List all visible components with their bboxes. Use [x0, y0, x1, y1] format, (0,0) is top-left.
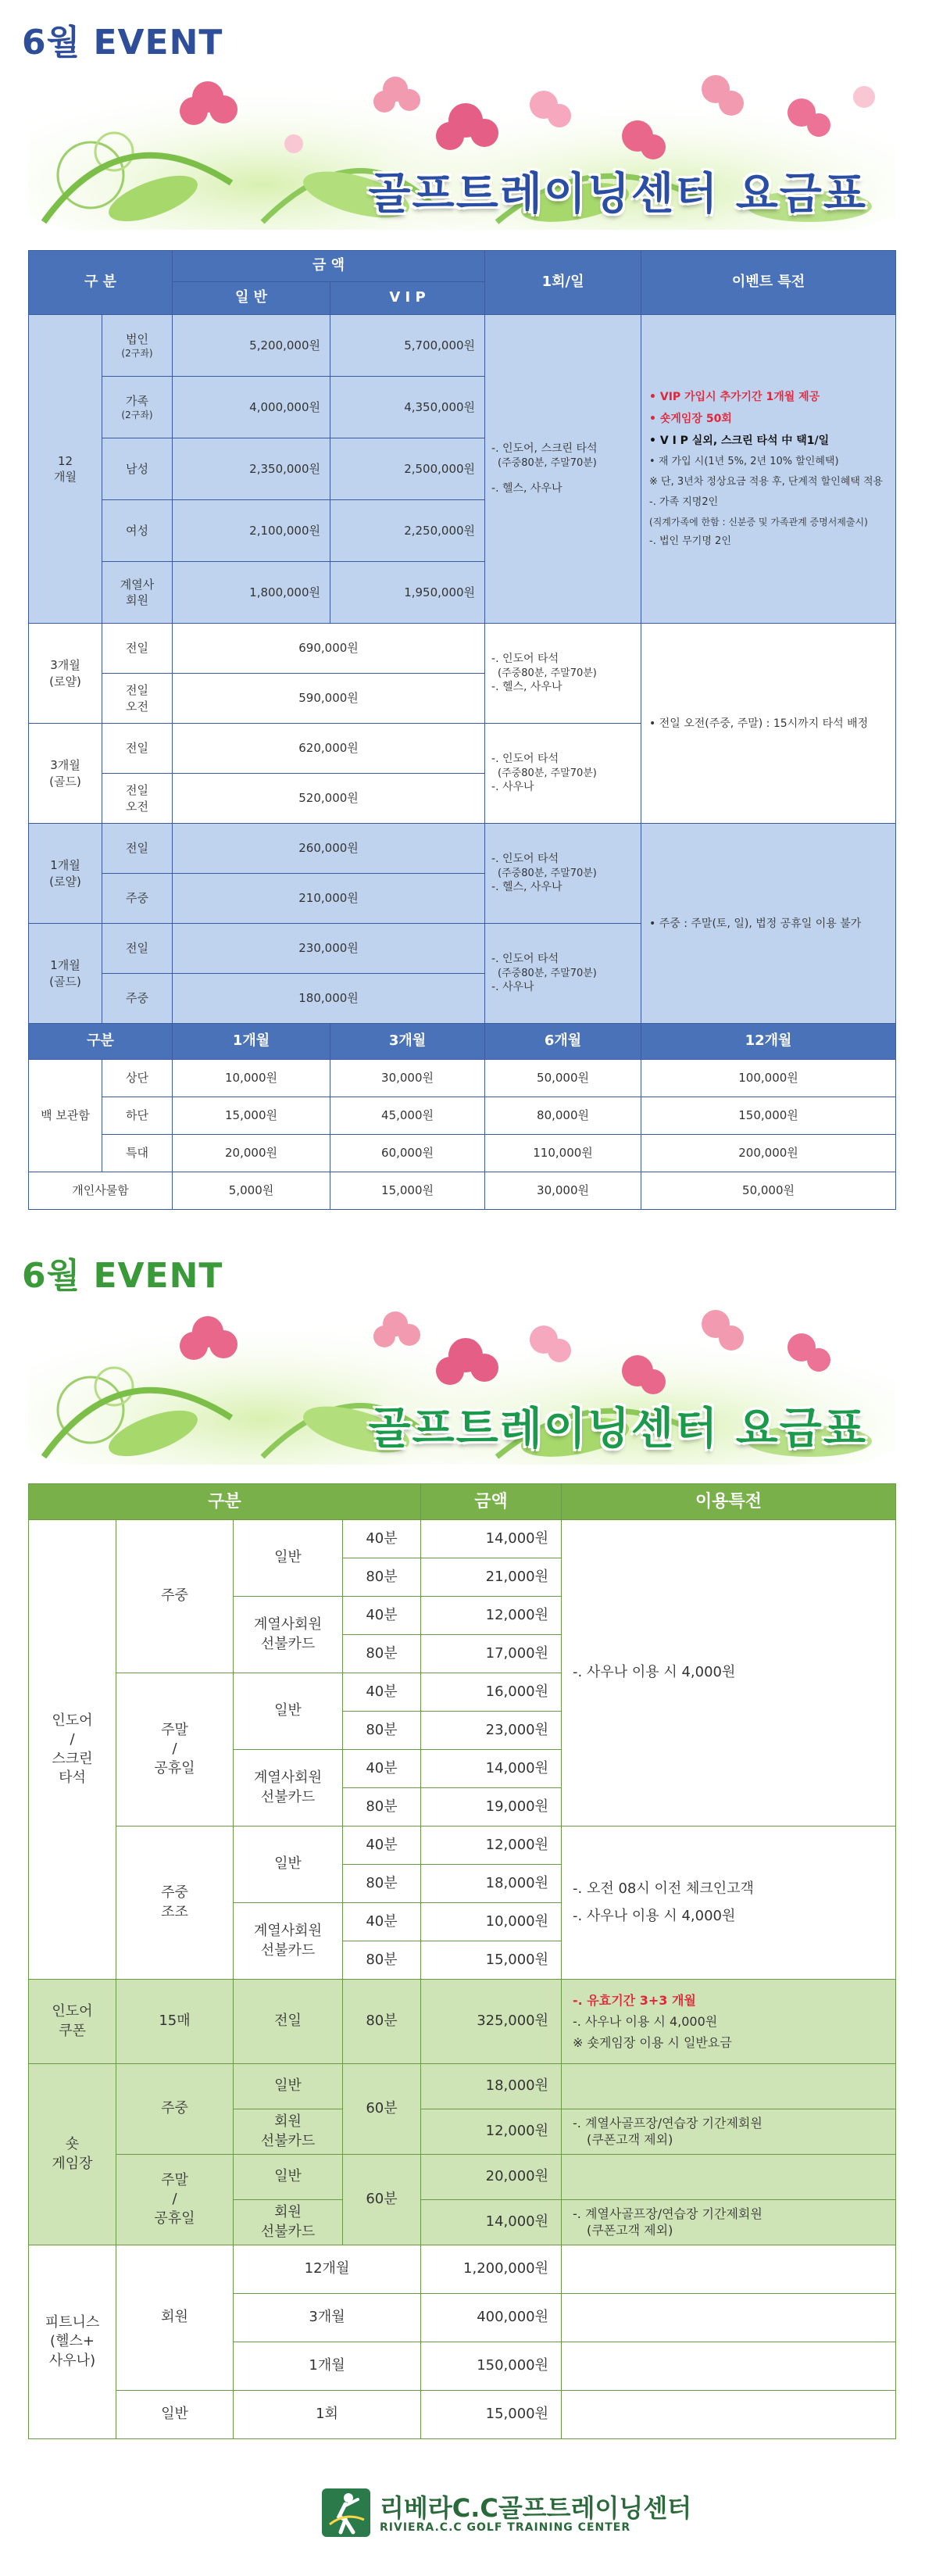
- price: 30,000원: [330, 1060, 485, 1097]
- minutes: 80분: [343, 1941, 421, 1980]
- card-label: 계열사회원 선불카드: [234, 1903, 343, 1980]
- general-label: 일반: [234, 2064, 343, 2109]
- empty-cell: [562, 2155, 896, 2200]
- member-type: 계열사 회원: [102, 562, 173, 624]
- empty-cell: [562, 2245, 896, 2294]
- empty-cell: [562, 2391, 896, 2439]
- price: 590,000원: [173, 674, 485, 724]
- banner-title: 골프트레이닝센터 요금표: [368, 169, 867, 220]
- minutes: 80분: [343, 1788, 421, 1826]
- benefit-early: -. 오전 08시 이전 체크인고객 -. 사우나 이용 시 4,000원: [562, 1826, 896, 1980]
- card-label: 회원 선불카드: [234, 2200, 343, 2245]
- storage-header-12m: 12개월: [641, 1024, 896, 1060]
- price: 15,000원: [421, 2391, 562, 2439]
- price: 23,000원: [421, 1712, 562, 1750]
- price: 20,000원: [173, 1135, 330, 1172]
- price: 520,000원: [173, 774, 485, 824]
- usage-type: 전일 오전: [102, 674, 173, 724]
- price: 15,000원: [330, 1172, 485, 1210]
- price: 5,000원: [173, 1172, 330, 1210]
- storage-header-3m: 3개월: [330, 1024, 485, 1060]
- empty-cell: [562, 2064, 896, 2109]
- price: 14,000원: [421, 1520, 562, 1558]
- minutes: 40분: [343, 1826, 421, 1865]
- benefit-sauna: -. 사우나 이용 시 4,000원: [562, 1520, 896, 1826]
- price: 100,000원: [641, 1060, 896, 1097]
- footer-logo: [322, 2488, 692, 2543]
- price: 12,000원: [421, 1826, 562, 1865]
- banner-flowers-2: [28, 1301, 895, 1465]
- period-3m-royal: 3개월 (로얄): [29, 624, 102, 724]
- member-type: 법인 (2구좌): [102, 315, 173, 377]
- minutes: 40분: [343, 1750, 421, 1788]
- minutes: 40분: [343, 1903, 421, 1941]
- fitness-label: 피트니스 (헬스+ 사우나): [29, 2245, 116, 2439]
- price: 325,000원: [421, 1980, 562, 2064]
- header-gubun: 구 분: [29, 251, 173, 315]
- minutes: 80분: [343, 1980, 421, 2064]
- price: 12,000원: [421, 1597, 562, 1635]
- center-name-en: RIVIERA.C.C GOLF TRAINING CENTER: [380, 2521, 631, 2534]
- price: 620,000원: [173, 724, 485, 774]
- price: 80,000원: [485, 1097, 641, 1135]
- usage-type: 전일 오전: [102, 774, 173, 824]
- golfer-logo-icon: [322, 2488, 370, 2537]
- general-label: 일반: [234, 2155, 343, 2200]
- price: 16,000원: [421, 1673, 562, 1712]
- indoor-label: 인도어 / 스크린 타석: [29, 1520, 116, 1980]
- daily-usage: -. 인도어 타석 (주중80분, 주말70분) -. 헬스, 사우나: [485, 824, 641, 924]
- bag-position: 특대: [102, 1135, 173, 1172]
- short-game-label: 숏 게임장: [29, 2064, 116, 2245]
- usage-type: 전일: [102, 924, 173, 974]
- card-label: 회원 선불카드: [234, 2109, 343, 2155]
- daily-usage: -. 인도어 타석 (주중80분, 주말70분) -. 사우나: [485, 924, 641, 1024]
- period-3m-gold: 3개월 (골드): [29, 724, 102, 824]
- event-benefit-3m: • 전일 오전(주중, 주말) : 15시까지 타석 배정: [641, 624, 896, 824]
- usage-type: 주중: [102, 874, 173, 924]
- price-general: 2,350,000원: [173, 438, 330, 500]
- period-1m-gold: 1개월 (골드): [29, 924, 102, 1024]
- price: 10,000원: [421, 1903, 562, 1941]
- period: 12개월: [234, 2245, 421, 2294]
- price-vip: 1,950,000원: [330, 562, 485, 624]
- header-amount: 금액: [421, 1484, 562, 1520]
- price-vip: 2,500,000원: [330, 438, 485, 500]
- header-daily: 1회/일: [485, 251, 641, 315]
- price: 210,000원: [173, 874, 485, 924]
- header-benefit: 이용특전: [562, 1484, 896, 1520]
- header-benefit: 이벤트 특전: [641, 251, 896, 315]
- minutes: 60분: [343, 2064, 421, 2155]
- price: 19,000원: [421, 1788, 562, 1826]
- header-gubun: 구분: [29, 1484, 421, 1520]
- price: 14,000원: [421, 2200, 562, 2245]
- daily-usage: -. 인도어 타석 (주중80분, 주말70분) -. 헬스, 사우나: [485, 624, 641, 724]
- price: 60,000원: [330, 1135, 485, 1172]
- price: 110,000원: [485, 1135, 641, 1172]
- price: 400,000원: [421, 2294, 562, 2342]
- event-benefits: • VIP 가입시 추가기간 1개월 제공 • 숏게임장 50회 • V I P 실외, 스크린 타석 中 택1/일 • 재 가입 시(1년 5%, 2년 10% 할인혜택) ※ 단, 3년차 정상요금 적용 후, 단계적 할인혜택 적용 -. 가족 지명2인 (직계가족에 한함 : 신분증 및 가족관계 증명서제출시) -. 법인 무기명 2인: [641, 315, 896, 624]
- member-label: 회원: [116, 2245, 234, 2391]
- price-general: 4,000,000원: [173, 377, 330, 438]
- event-benefit-1m: • 주중 : 주말(토, 일), 법정 공휴일 이용 불가: [641, 824, 896, 1024]
- period-1m-royal: 1개월 (로얄): [29, 824, 102, 924]
- bag-storage-label: 백 보관함: [29, 1060, 102, 1172]
- card-label: 계열사회원 선불카드: [234, 1597, 343, 1673]
- minutes: 80분: [343, 1865, 421, 1903]
- storage-header-6m: 6개월: [485, 1024, 641, 1060]
- coupon-count: 15매: [116, 1980, 234, 2064]
- price: 18,000원: [421, 1865, 562, 1903]
- general-label: 일반: [116, 2391, 234, 2439]
- header-amount: 금 액: [173, 251, 485, 282]
- card-label: 계열사회원 선불카드: [234, 1750, 343, 1826]
- price-vip: 5,700,000원: [330, 315, 485, 377]
- short-benefit: -. 계열사골프장/연습장 기간제회원 (쿠폰고객 제외): [562, 2200, 896, 2245]
- weekday-label: 주중: [116, 2064, 234, 2155]
- coupon-benefit: -. 유효기간 3+3 개월 -. 사우나 이용 시 4,000원 ※ 숏게임장 이용 시 일반요금: [562, 1980, 896, 2064]
- bag-position: 하단: [102, 1097, 173, 1135]
- member-type: 남성: [102, 438, 173, 500]
- price: 45,000원: [330, 1097, 485, 1135]
- usage-type: 주중: [102, 974, 173, 1024]
- empty-cell: [562, 2294, 896, 2342]
- price: 10,000원: [173, 1060, 330, 1097]
- header-vip: V I P: [330, 282, 485, 315]
- price: 15,000원: [173, 1097, 330, 1135]
- coupon-day: 전일: [234, 1980, 343, 2064]
- price-general: 5,200,000원: [173, 315, 330, 377]
- weekend-label: 주말 / 공휴일: [116, 1673, 234, 1826]
- usage-type: 전일: [102, 724, 173, 774]
- price: 150,000원: [421, 2342, 562, 2391]
- price: 30,000원: [485, 1172, 641, 1210]
- section1-title: 6월 EVENT: [22, 23, 223, 63]
- period: 1개월: [234, 2342, 421, 2391]
- minutes: 40분: [343, 1673, 421, 1712]
- price-general: 2,100,000원: [173, 500, 330, 562]
- period: 3개월: [234, 2294, 421, 2342]
- price: 21,000원: [421, 1558, 562, 1597]
- general-label: 일반: [234, 1520, 343, 1597]
- daily-usage: -. 인도어 타석 (주중80분, 주말70분) -. 사우나: [485, 724, 641, 824]
- price-general: 1,800,000원: [173, 562, 330, 624]
- storage-header-1m: 1개월: [173, 1024, 330, 1060]
- section2-title: 6월 EVENT: [22, 1256, 223, 1296]
- price: 230,000원: [173, 924, 485, 974]
- price: 14,000원: [421, 1750, 562, 1788]
- daily-usage: -. 인도어, 스크린 타석 (주중80분, 주말70분) -. 헬스, 사우나: [485, 315, 641, 624]
- general-label: 일반: [234, 1826, 343, 1903]
- price-vip: 2,250,000원: [330, 500, 485, 562]
- header-general: 일 반: [173, 282, 330, 315]
- minutes: 60분: [343, 2155, 421, 2245]
- price: 690,000원: [173, 624, 485, 674]
- storage-header-gubun: 구분: [29, 1024, 173, 1060]
- price-table-2: [28, 1483, 896, 2439]
- price: 17,000원: [421, 1635, 562, 1673]
- minutes: 80분: [343, 1635, 421, 1673]
- weekday-label: 주중: [116, 1520, 234, 1673]
- usage-type: 전일: [102, 624, 173, 674]
- early-label: 주중 조조: [116, 1826, 234, 1980]
- price: 50,000원: [641, 1172, 896, 1210]
- usage-type: 전일: [102, 824, 173, 874]
- coupon-label: 인도어 쿠폰: [29, 1980, 116, 2064]
- general-label: 일반: [234, 1673, 343, 1750]
- locker-label: 개인사물함: [29, 1172, 173, 1210]
- bag-position: 상단: [102, 1060, 173, 1097]
- price: 15,000원: [421, 1941, 562, 1980]
- price: 1,200,000원: [421, 2245, 562, 2294]
- price: 200,000원: [641, 1135, 896, 1172]
- price: 18,000원: [421, 2064, 562, 2109]
- period-12m: 12 개월: [29, 315, 102, 624]
- price: 12,000원: [421, 2109, 562, 2155]
- minutes: 80분: [343, 1558, 421, 1597]
- minutes: 40분: [343, 1520, 421, 1558]
- price: 150,000원: [641, 1097, 896, 1135]
- period: 1회: [234, 2391, 421, 2439]
- member-type: 여성: [102, 500, 173, 562]
- short-benefit: -. 계열사골프장/연습장 기간제회원 (쿠폰고객 제외): [562, 2109, 896, 2155]
- price: 180,000원: [173, 974, 485, 1024]
- minutes: 80분: [343, 1712, 421, 1750]
- center-name: 리베라C.C골프트레이닝센터: [380, 2493, 692, 2523]
- price: 50,000원: [485, 1060, 641, 1097]
- empty-cell: [562, 2342, 896, 2391]
- price: 260,000원: [173, 824, 485, 874]
- banner-title: 골프트레이닝센터 요금표: [368, 1404, 867, 1454]
- price-vip: 4,350,000원: [330, 377, 485, 438]
- minutes: 40분: [343, 1597, 421, 1635]
- price: 20,000원: [421, 2155, 562, 2200]
- member-type: 가족 (2구좌): [102, 377, 173, 438]
- price-table-1: [28, 250, 896, 1210]
- weekend-label: 주말 / 공휴일: [116, 2155, 234, 2245]
- banner-flowers: [28, 66, 895, 230]
